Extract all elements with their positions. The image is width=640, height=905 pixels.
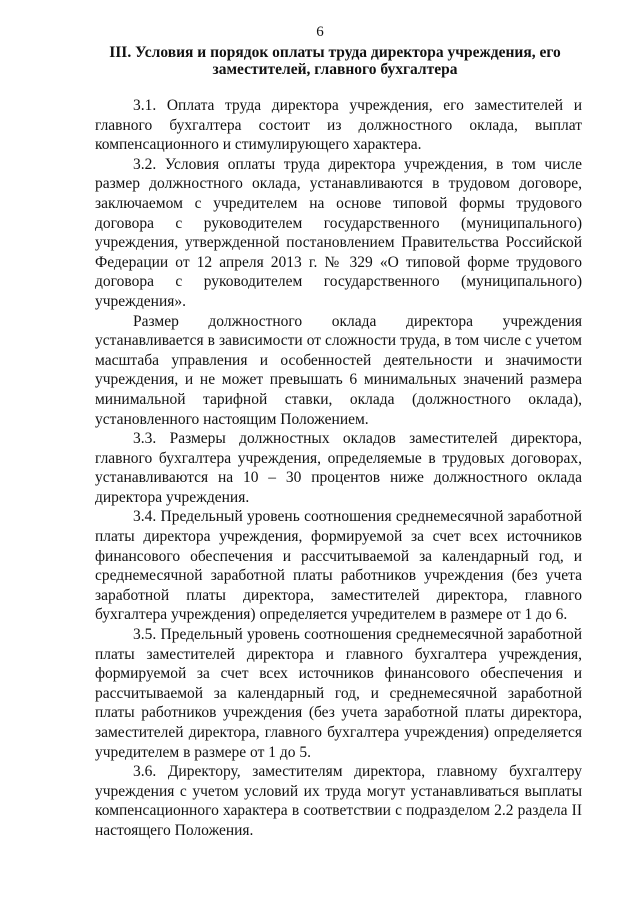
paragraph-3-2: 3.2. Условия оплаты труда директора учреждения, в том числе размер должностного оклада, устанавливаются в трудовом договоре, заключаемом с учредителем на основе типовой формы трудового договора с руководителем государственного (муниципального) учреждения, утвержденной постановлением Правительства Российской Федерации от 12 апреля 2013 г. № 329 «О типовой форме трудового договора с руководителем государственного (муниципального) учреждения». [95,155,582,310]
paragraph-3-1: 3.1. Оплата труда директора учреждения, его заместителей и главного бухгалтера состоит из должностного оклада, выплат компенсационного и стимулирующего характера. [95,97,582,154]
paragraph-3-3: 3.3. Размеры должностных окладов заместителей директора, главного бухгалтера учреждения, определяемые в трудовых договорах, устанавливаются на 10 – 30 процентов ниже должностного оклада директора учреждения. [95,430,582,506]
section-body [95,96,582,841]
paragraph-3-2-salary: Размер должностного оклада директора учреждения устанавливается в зависимости от сложности труда, в том числе с учетом масштаба управления и особенностей деятельности и значимости учреждения, и не может превышать 6 минимальных значений размера минимальной тарифной ставки, оклада (должностного оклада), установленного настоящим Положением. [95,312,582,428]
paragraph-3-6: 3.6. Директору, заместителям директора, главному бухгалтеру учреждения с учетом условий их труда могут устанавливаться выплаты компенсационного характера в соответствии с подразделом 2.2 раздела II настоящего Положения. [95,763,582,839]
page-number: 6 [316,24,324,40]
paragraph-3-5: 3.5. Предельный уровень соотношения среднемесячной заработной платы заместителей директора и главного бухгалтера учреждения, формируемой за счет всех источников финансового обеспечения и рассчитываемой за календарный год, и среднемесячной заработной платы работников учреждения (без учета заработной платы директора, заместителей директора, главного бухгалтера учреждения) определяется учредителем в размере от 1 до 5. [95,626,582,761]
paragraph-3-4: 3.4. Предельный уровень соотношения среднемесячной заработной платы директора учреждения, формируемой за счет всех источников финансового обеспечения и рассчитываемой за календарный год, и среднемесячной заработной платы работников учреждения (без учета заработной платы директора, заместителей директора, главного бухгалтера учреждения) определяется учредителем в размере от 1 до 6. [95,508,582,624]
section-heading: III. Условия и порядок оплаты труда директора учреждения, его заместителей, главного бухгалтера [109,44,561,78]
